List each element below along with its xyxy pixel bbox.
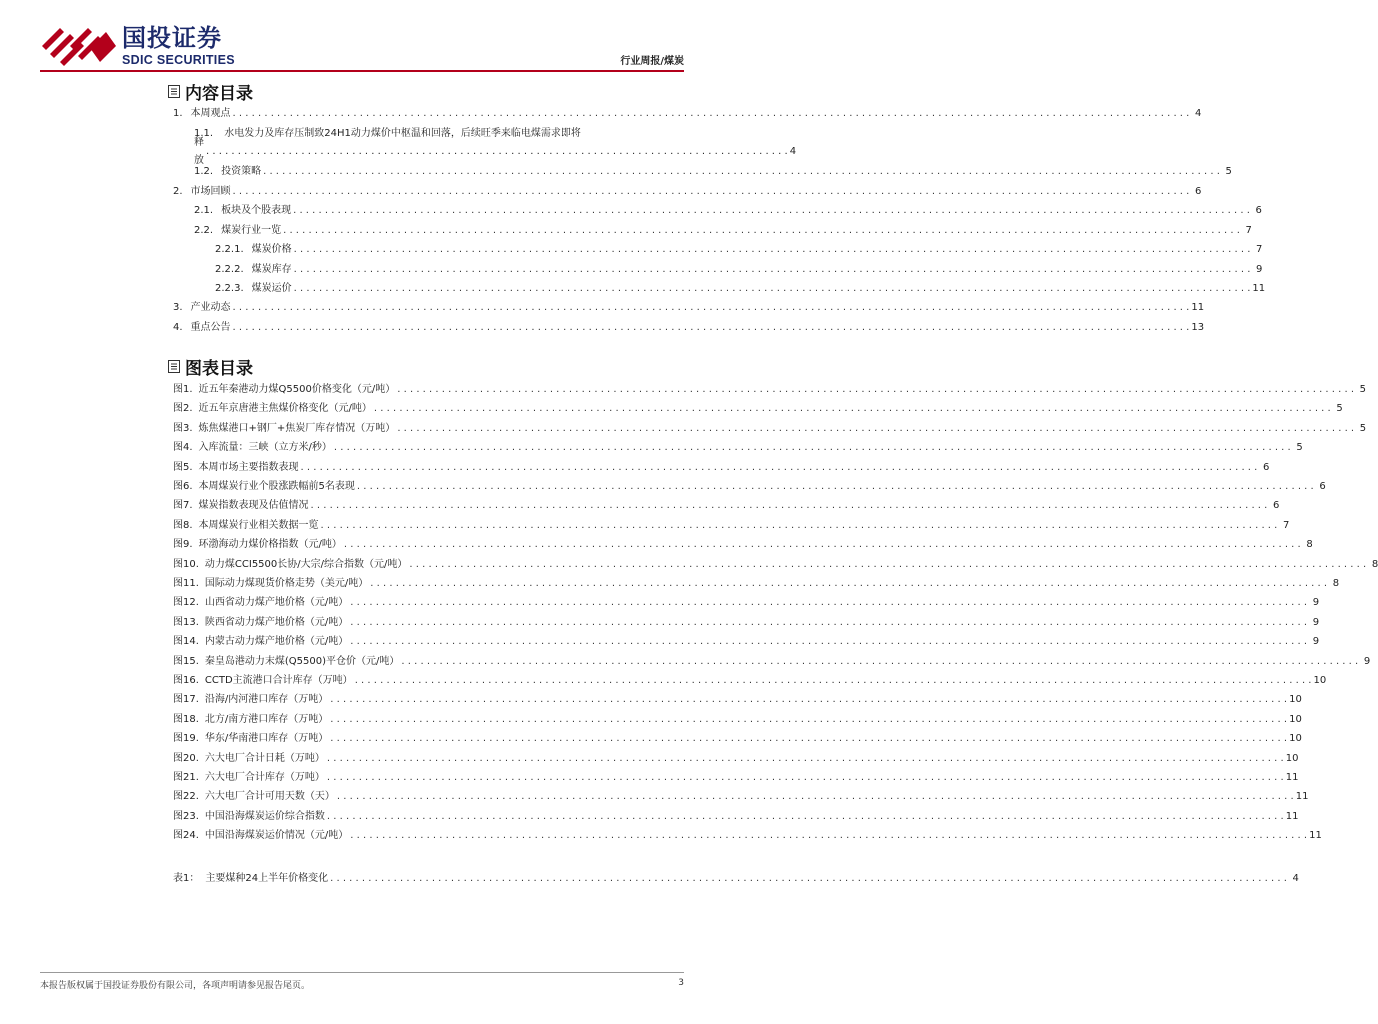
dot-leader — [321, 518, 1278, 534]
page-number: 3 — [678, 978, 684, 988]
figure-entry-page: 11 — [1295, 791, 1309, 803]
figure-entry-title: 华东/华南港口库存（万吨） — [204, 733, 329, 745]
figure-entry-page: 10 — [1289, 713, 1302, 725]
toc-entry-page: 11 — [1191, 302, 1205, 313]
figure-entry-page: 9 — [1363, 655, 1371, 667]
dot-leader — [401, 654, 1358, 670]
figure-entry[interactable] — [173, 809, 1299, 825]
dot-leader — [397, 382, 1354, 398]
figure-entry-title: 煤炭指数表现及估值情况 — [198, 500, 309, 512]
figure-entry[interactable] — [173, 401, 1343, 417]
figure-entry-title: 北方/南方港口库存（万吨） — [204, 713, 329, 725]
header-divider — [40, 70, 684, 72]
toc-entry-number: 1.1. — [194, 128, 214, 139]
figure-entry-number: 图7. — [173, 500, 193, 512]
figure-entry[interactable] — [173, 498, 1280, 514]
figure-entry-title: 六大电厂合计库存（万吨） — [204, 772, 325, 783]
figure-entry-title: 入库流量：三峡（立方米/秒） — [198, 442, 332, 454]
toc-entry-title: 水电发力及库存压制致24H1动力煤价中枢温和回落，后续旺季来临电煤需求即将 — [224, 128, 581, 139]
figure-entry-number: 图8. — [173, 519, 193, 531]
dot-leader — [233, 184, 1190, 200]
figure-entry-page: 6 — [1272, 500, 1280, 512]
dot-leader — [334, 440, 1291, 456]
dot-leader — [357, 479, 1314, 495]
figure-entry[interactable] — [173, 460, 1270, 476]
dot-leader — [409, 557, 1366, 573]
toc-entry-page: 11 — [1252, 283, 1266, 294]
toc-entry-page: 6 — [1194, 186, 1202, 197]
figure-entry[interactable] — [173, 557, 1378, 573]
toc-entry-title-continued: 释放 — [194, 137, 204, 166]
dot-leader — [330, 731, 1287, 747]
figure-entry[interactable] — [173, 789, 1309, 805]
toc-entry-title: 市场回顾 — [190, 186, 231, 197]
figure-entry-title: 炼焦煤港口+钢厂+焦炭厂库存情况（万吨） — [198, 422, 396, 434]
toc-heading — [168, 80, 253, 102]
figure-entry[interactable] — [173, 634, 1320, 650]
figure-entry-page: 9 — [1312, 616, 1320, 628]
toc-entry-page: 7 — [1256, 244, 1263, 255]
figure-entry-title: 本周煤炭行业个股涨跌幅前5名表现 — [198, 481, 355, 492]
figure-entry-title: 国际动力煤现货价格走势（美元/吨） — [204, 578, 369, 589]
figure-entry-page: 10 — [1289, 733, 1302, 745]
figure-entry-title: 秦皇岛港动力末煤(Q5500)平仓价（元/吨） — [204, 655, 400, 667]
figure-entry-title: 近五年京唐港主焦煤价格变化（元/吨） — [198, 403, 372, 415]
figure-entry-title: 六大电厂合计日耗（万吨） — [204, 752, 325, 764]
document-icon — [168, 360, 180, 373]
toc-entry-page: 6 — [1255, 205, 1262, 216]
figure-entry[interactable] — [173, 673, 1327, 689]
figure-entry[interactable] — [173, 692, 1302, 708]
figure-entry-title: 沿海/内河港口库存（万吨） — [204, 694, 329, 706]
figures-heading — [168, 355, 253, 377]
dot-leader — [327, 751, 1284, 767]
footer-disclaimer: 本报告版权属于国投证券股份有限公司，各项声明请参见报告尾页。 — [40, 981, 311, 991]
figure-entry-page: 11 — [1285, 810, 1299, 822]
dot-leader — [311, 498, 1268, 514]
figure-entry[interactable] — [173, 712, 1302, 728]
toc-entry[interactable] — [194, 203, 1262, 219]
figure-entry-page: 7 — [1282, 519, 1290, 531]
figure-entry[interactable] — [173, 518, 1290, 534]
figure-entry-page: 8 — [1332, 578, 1340, 589]
figure-entry-number: 图24. — [173, 830, 199, 842]
figure-entry-page: 5 — [1359, 422, 1367, 434]
toc-entry-page: 9 — [1256, 264, 1263, 275]
toc-entry[interactable] — [173, 106, 1202, 122]
dot-leader — [344, 537, 1301, 553]
toc-entry-number: 2.2.2. — [215, 264, 244, 275]
toc-entry[interactable] — [215, 242, 1263, 258]
dot-leader — [283, 223, 1240, 239]
toc-entry-title: 本周观点 — [190, 108, 231, 119]
dot-leader — [374, 401, 1331, 417]
toc-entry-page: 4 — [1194, 108, 1202, 119]
figure-entry[interactable] — [173, 576, 1340, 592]
dot-leader — [294, 281, 1251, 297]
toc-entry[interactable] — [173, 184, 1202, 200]
figure-entry[interactable] — [173, 828, 1322, 844]
toc-entry[interactable] — [194, 223, 1252, 239]
toc-entry-title: 煤炭运价 — [251, 283, 292, 294]
figure-entry-page: 6 — [1319, 481, 1326, 492]
figure-entry[interactable] — [173, 440, 1303, 456]
dot-leader — [294, 262, 1251, 278]
toc-entry-title: 产业动态 — [190, 302, 231, 313]
dot-leader — [355, 673, 1312, 689]
figure-entry-number: 图9. — [173, 539, 193, 551]
figure-entry-title: 中国沿海煤炭运价综合指数 — [204, 810, 325, 822]
toc-entry-number: 2.2.3. — [215, 283, 244, 294]
logo-mark-icon — [40, 26, 118, 66]
figure-entry-number: 图15. — [173, 655, 199, 667]
figure-entry-title: 动力煤CCI5500长协/大宗/综合指数（元/吨） — [204, 558, 408, 570]
logo-chinese-text: 国投证券 — [122, 24, 222, 52]
figure-entry-number: 图12. — [173, 597, 199, 609]
dot-leader: . . . . . . . . . . . . . . . . . . . . . . . . . . . . . . . . . . . . . . . . . . . . . . . . . . . . . . . . . . . . . . . . . . . . . . . . . . . . . . . . . . . . . . . . . . . . — [206, 146, 788, 157]
toc-entry-title: 重点公告 — [190, 322, 231, 333]
toc-entry[interactable] — [194, 125, 797, 166]
toc-entry-number: 3. — [173, 302, 183, 313]
figure-entry-title: 山西省动力煤产地价格（元/吨） — [204, 597, 349, 609]
toc-entry-number: 2.2. — [194, 225, 214, 236]
figure-entry[interactable] — [173, 595, 1320, 611]
dot-leader — [330, 692, 1287, 708]
dot-leader — [350, 595, 1307, 611]
dot-leader — [233, 106, 1190, 122]
company-logo — [40, 22, 240, 68]
figure-entry-title: 六大电厂合计可用天数（天） — [204, 791, 335, 803]
toc-entry-number: 4. — [173, 322, 183, 333]
toc-entry-number: 2.1. — [194, 205, 214, 216]
dot-leader — [350, 634, 1307, 650]
toc-entry-page: 4 — [789, 146, 797, 157]
figure-entry-number: 图21. — [173, 772, 199, 783]
figure-entry-page: 10 — [1289, 694, 1302, 706]
toc-entry-page: 7 — [1245, 225, 1252, 236]
figure-entry-number: 图14. — [173, 636, 199, 648]
dot-leader — [350, 615, 1307, 631]
dot-leader — [233, 300, 1190, 316]
figure-entry-number: 图16. — [173, 675, 199, 686]
toc-entry[interactable] — [173, 300, 1205, 316]
toc-entry-number: 1.2. — [194, 166, 214, 177]
toc-entry-title: 板块及个股表现 — [221, 205, 292, 216]
dot-leader — [293, 203, 1250, 219]
logo-english-text: SDIC SECURITIES — [122, 53, 235, 67]
figure-entry-page: 9 — [1312, 597, 1320, 609]
toc-entry[interactable] — [215, 281, 1266, 297]
figure-entry-number: 图18. — [173, 713, 199, 725]
dot-leader — [263, 164, 1220, 180]
toc-entry[interactable] — [173, 320, 1205, 336]
toc-entry-title: 煤炭库存 — [251, 264, 292, 275]
figure-entry-number: 图19. — [173, 733, 199, 745]
figure-entry[interactable] — [173, 654, 1371, 670]
figure-entry-number: 图5. — [173, 461, 193, 473]
dot-leader — [233, 320, 1190, 336]
figure-entry-number: 图4. — [173, 442, 193, 454]
figure-entry[interactable] — [173, 751, 1299, 767]
figure-entry[interactable] — [173, 479, 1326, 495]
figure-entry-page: 10 — [1285, 752, 1299, 764]
figure-entry-page: 9 — [1312, 636, 1320, 648]
figure-entry-title: 陕西省动力煤产地价格（元/吨） — [204, 616, 349, 628]
figure-entry-page: 11 — [1309, 830, 1322, 842]
figure-entry-page: 6 — [1262, 461, 1270, 473]
table-entry-page: 4 — [1292, 873, 1299, 884]
figure-entry-title: 本周市场主要指数表现 — [198, 461, 299, 473]
figure-entry-number: 图20. — [173, 752, 199, 764]
document-icon — [168, 85, 180, 98]
toc-entry-page: 5 — [1225, 166, 1232, 177]
figure-entry-number: 图1. — [173, 384, 193, 395]
page-header — [0, 0, 724, 76]
figure-entry-page: 11 — [1285, 772, 1299, 783]
figure-entry-page: 5 — [1336, 403, 1343, 415]
dot-leader — [301, 460, 1258, 476]
dot-leader — [330, 871, 1287, 887]
figure-entry-number: 图13. — [173, 616, 199, 628]
dot-leader — [294, 242, 1251, 258]
dot-leader — [327, 809, 1284, 825]
figure-entry-title: CCTD主流港口合计库存（万吨） — [204, 675, 353, 686]
figure-entry[interactable] — [173, 537, 1313, 553]
footer-divider — [40, 972, 684, 973]
figure-entry-page: 8 — [1306, 539, 1313, 551]
figure-entry-title: 环渤海动力煤价格指数（元/吨） — [198, 539, 342, 551]
dot-leader — [327, 770, 1284, 786]
dot-leader — [350, 828, 1307, 844]
figure-entry-number: 图2. — [173, 403, 193, 415]
dot-leader — [330, 712, 1287, 728]
figure-entry-page: 10 — [1313, 675, 1327, 686]
toc-entry-number: 2. — [173, 186, 183, 197]
toc-entry-title: 煤炭价格 — [251, 244, 292, 255]
figure-entry[interactable] — [173, 421, 1367, 437]
figure-entry[interactable] — [173, 615, 1320, 631]
toc-entry-number: 1. — [173, 108, 183, 119]
figure-entry-title: 中国沿海煤炭运价情况（元/吨） — [204, 830, 349, 842]
figure-entry-number: 图22. — [173, 791, 199, 803]
table-entry-title: 主要煤种24上半年价格变化 — [205, 873, 329, 884]
figure-entry-number: 图3. — [173, 422, 193, 434]
toc-entry[interactable] — [194, 164, 1232, 180]
toc-entry[interactable] — [215, 262, 1263, 278]
figure-entry-page: 5 — [1296, 442, 1303, 454]
toc-entry-page: 13 — [1191, 322, 1205, 333]
figure-entry-number: 图6. — [173, 481, 193, 492]
figures-heading-text: 图表目录 — [185, 358, 253, 379]
figure-entry-number: 图11. — [173, 578, 199, 589]
table-entry-number: 表1： — [173, 873, 200, 884]
dot-leader — [370, 576, 1327, 592]
toc-entry-number: 2.2.1. — [215, 244, 244, 255]
figure-entry-title: 本周煤炭行业相关数据一览 — [198, 519, 319, 531]
figure-entry[interactable] — [173, 731, 1302, 747]
toc-heading-text: 内容目录 — [185, 83, 253, 104]
figure-entry-title: 内蒙古动力煤产地价格（元/吨） — [204, 636, 349, 648]
figure-entry-number: 图17. — [173, 694, 199, 706]
report-type-label: 行业周报/煤炭 — [620, 56, 684, 67]
figure-entry-page: 8 — [1371, 558, 1378, 570]
toc-entry-title: 煤炭行业一览 — [221, 225, 282, 236]
table-entry[interactable] — [173, 871, 1299, 887]
dot-leader — [337, 789, 1294, 805]
toc-entry-title: 投资策略 — [221, 166, 262, 177]
figure-entry[interactable] — [173, 770, 1299, 786]
figure-entry-number: 图23. — [173, 810, 199, 822]
figure-entry-title: 近五年秦港动力煤Q5500价格变化（元/吨） — [198, 384, 396, 395]
dot-leader — [397, 421, 1354, 437]
figure-entry-page: 5 — [1359, 384, 1367, 395]
figure-entry[interactable] — [173, 382, 1367, 398]
figure-entry-number: 图10. — [173, 558, 199, 570]
